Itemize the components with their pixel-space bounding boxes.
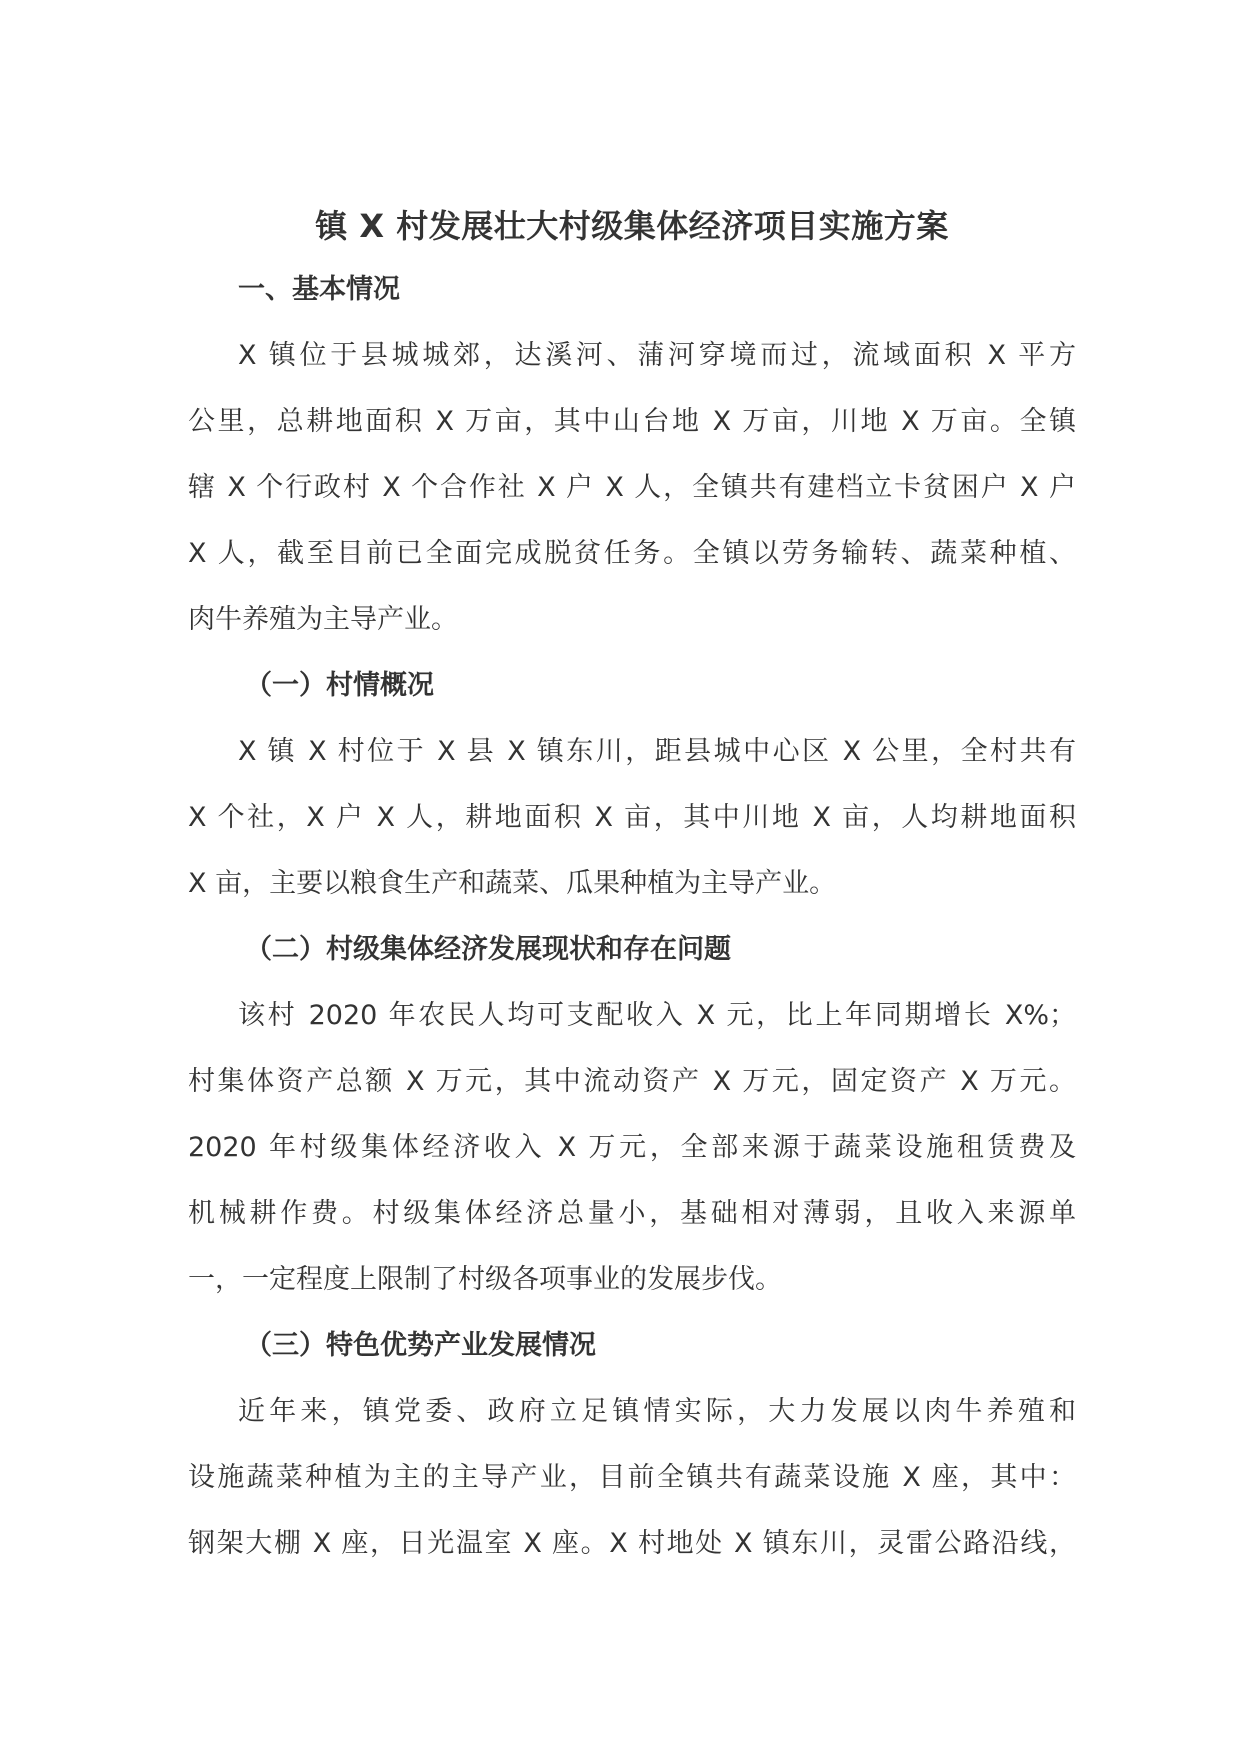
paragraph-collective-economy-status — [188, 983, 1076, 1313]
subheading-village-overview: （一）村情概况 — [245, 670, 434, 701]
section-heading-basic-info: 一、基本情况 — [238, 274, 400, 305]
paragraph-line: 2020 年村级集体经济收入 X 万元，全部来源于蔬菜设施租赁费及 — [188, 1132, 1076, 1163]
paragraph-line: 近年来，镇党委、政府立足镇情实际，大力发展以肉牛养殖和 — [238, 1396, 1076, 1427]
paragraph-line: 肉牛养殖为主导产业。 — [188, 604, 458, 635]
paragraph-line: 一，一定程度上限制了村级各项事业的发展步伐。 — [188, 1264, 782, 1295]
paragraph-line: 设施蔬菜种植为主的主导产业，目前全镇共有蔬菜设施 X 座，其中： — [188, 1462, 1076, 1493]
paragraph-line: X 亩，主要以粮食生产和蔬菜、瓜果种植为主导产业。 — [188, 868, 837, 899]
paragraph-industry-development — [188, 1379, 1076, 1577]
document-title: 镇 X 村发展壮大村级集体经济项目实施方案 — [315, 207, 949, 245]
paragraph-basic-info — [188, 323, 1076, 653]
paragraph-line: X 个社，X 户 X 人，耕地面积 X 亩，其中川地 X 亩，人均耕地面积 — [188, 802, 1076, 833]
paragraph-line: 该村 2020 年农民人均可支配收入 X 元，比上年同期增长 X%； — [238, 1000, 1076, 1031]
paragraph-line: 机械耕作费。村级集体经济总量小，基础相对薄弱，且收入来源单 — [188, 1198, 1076, 1229]
paragraph-line: 辖 X 个行政村 X 个合作社 X 户 X 人，全镇共有建档立卡贫困户 X 户 — [188, 472, 1076, 503]
paragraph-line: X 镇位于县城城郊，达溪河、蒲河穿境而过，流域面积 X 平方 — [238, 340, 1076, 371]
document-page — [188, 195, 1076, 1577]
subheading-collective-economy-status: （二）村级集体经济发展现状和存在问题 — [245, 934, 731, 965]
paragraph-line: X 人，截至目前已全面完成脱贫任务。全镇以劳务输转、蔬菜种植、 — [188, 538, 1076, 569]
paragraph-line: 钢架大棚 X 座，日光温室 X 座。X 村地处 X 镇东川，灵雷公路沿线， — [188, 1528, 1076, 1559]
subheading-industry-development: （三）特色优势产业发展情况 — [245, 1330, 596, 1361]
paragraph-line: X 镇 X 村位于 X 县 X 镇东川，距县城中心区 X 公里，全村共有 — [238, 736, 1076, 767]
paragraph-village-overview — [188, 719, 1076, 917]
paragraph-line: 村集体资产总额 X 万元，其中流动资产 X 万元，固定资产 X 万元。 — [188, 1066, 1076, 1097]
paragraph-line: 公里，总耕地面积 X 万亩，其中山台地 X 万亩，川地 X 万亩。全镇 — [188, 406, 1076, 437]
